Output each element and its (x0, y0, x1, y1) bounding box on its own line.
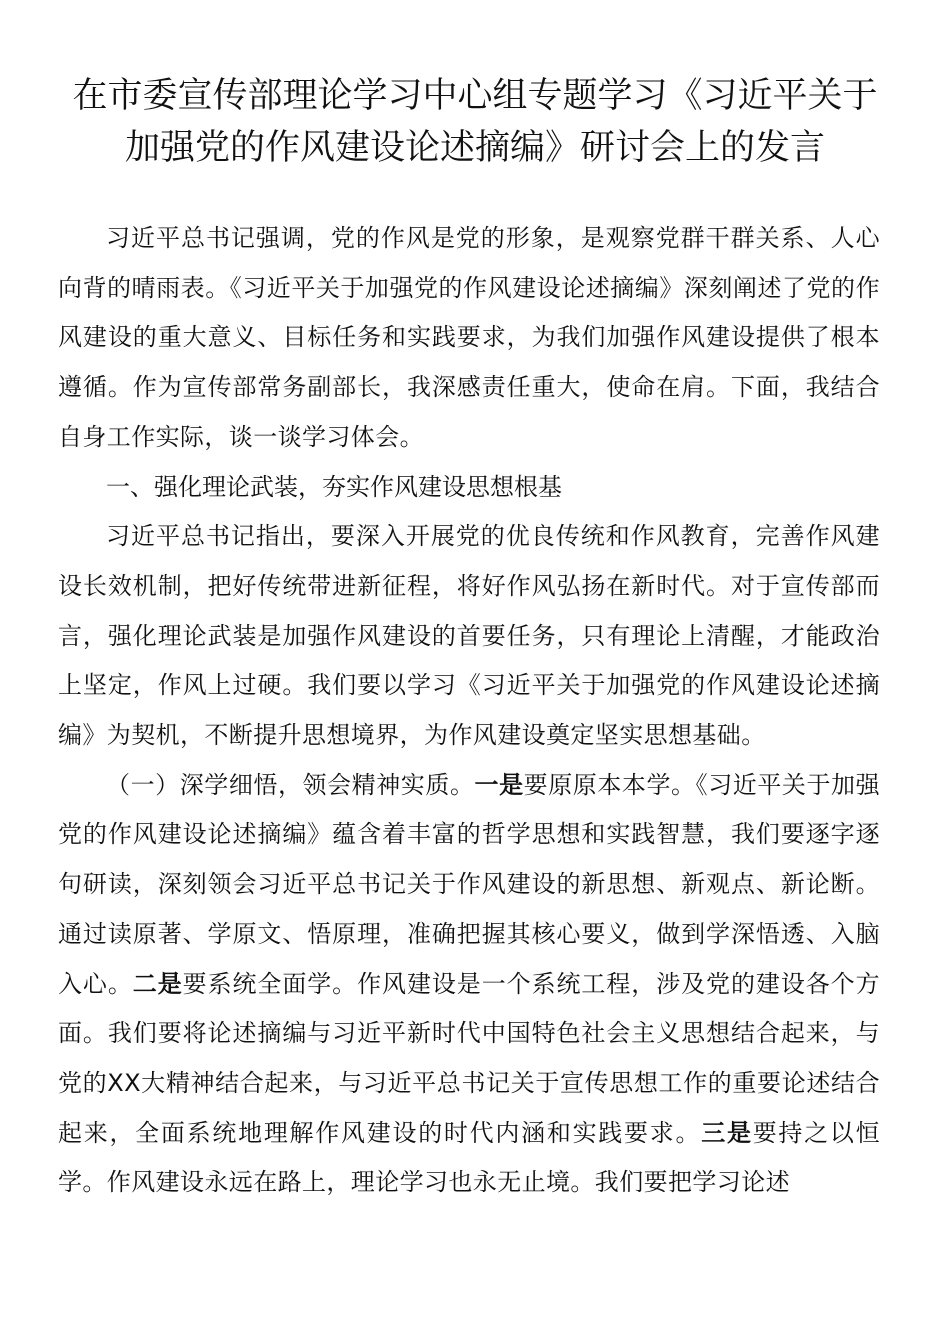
subsection-lead: （一）深学细悟，领会精神实质。 (106, 770, 475, 799)
document-body (58, 214, 880, 1208)
point-marker-3: 三是 (701, 1118, 753, 1147)
title-line-1: 在市委宣传部理论学习中心组专题学习《习近平关于 (72, 76, 878, 116)
paragraph-subsection-1 (58, 761, 880, 1208)
paragraph-intro: 习近平总书记强调，党的作风是党的形象，是观察党群干群关系、人心向背的晴雨表。《习近平关于加强党的作风建设论述摘编》深刻阐述了党的作风建设的重大意义、目标任务和实践要求，为我们加强作风建设提供了根本遵循。作为宣传部常务副部长，我深感责任重大，使命在肩。下面，我结合自身工作实际，谈一谈学习体会。 (58, 224, 880, 451)
point-text-1: 要原原本本学。《习近平关于加强党的作风建设论述摘编》蕴含着丰富的哲学思想和实践智慧，我们要逐字逐句研读，深刻领会习近平总书记关于作风建设的新思想、新观点、新论断。通过读原著、学原文、悟原理，准确把握其核心要义，做到学深悟透、入脑入心。 (58, 770, 880, 998)
point-text-3: 要持之以恒学。作风建设永远在路上，理论学习也永无止境。我们要把学习论述 (58, 1118, 881, 1197)
point-text-2: 要系统全面学。作风建设是一个系统工程，涉及党的建设各个方面。我们要将论述摘编与习近平新时代中国特色社会主义思想结合起来，与党的XX大精神结合起来，与习近平总书记关于宣传思想工作的重要论述结合起来，全面系统地理解作风建设的时代内涵和实践要求。 (58, 969, 880, 1147)
point-marker-2: 二是 (132, 969, 183, 998)
title-line-2: 加强党的作风建设论述摘编》研讨会上的发言 (124, 128, 825, 168)
section-heading-1: 一、强化理论武装，夯实作风建设思想根基 (106, 472, 562, 501)
document-title (60, 70, 890, 174)
paragraph-section-1: 习近平总书记指出，要深入开展党的优良传统和作风教育，完善作风建设长效机制，把好传统带进新征程，将好作风弘扬在新时代。对于宣传部而言，强化理论武装是加强作风建设的首要任务，只有理论上清醒，才能政治上坚定，作风上过硬。我们要以学习《习近平关于加强党的作风建设论述摘编》为契机，不断提升思想境界，为作风建设奠定坚实思想基础。 (58, 522, 880, 750)
point-marker-1: 一是 (474, 770, 524, 799)
